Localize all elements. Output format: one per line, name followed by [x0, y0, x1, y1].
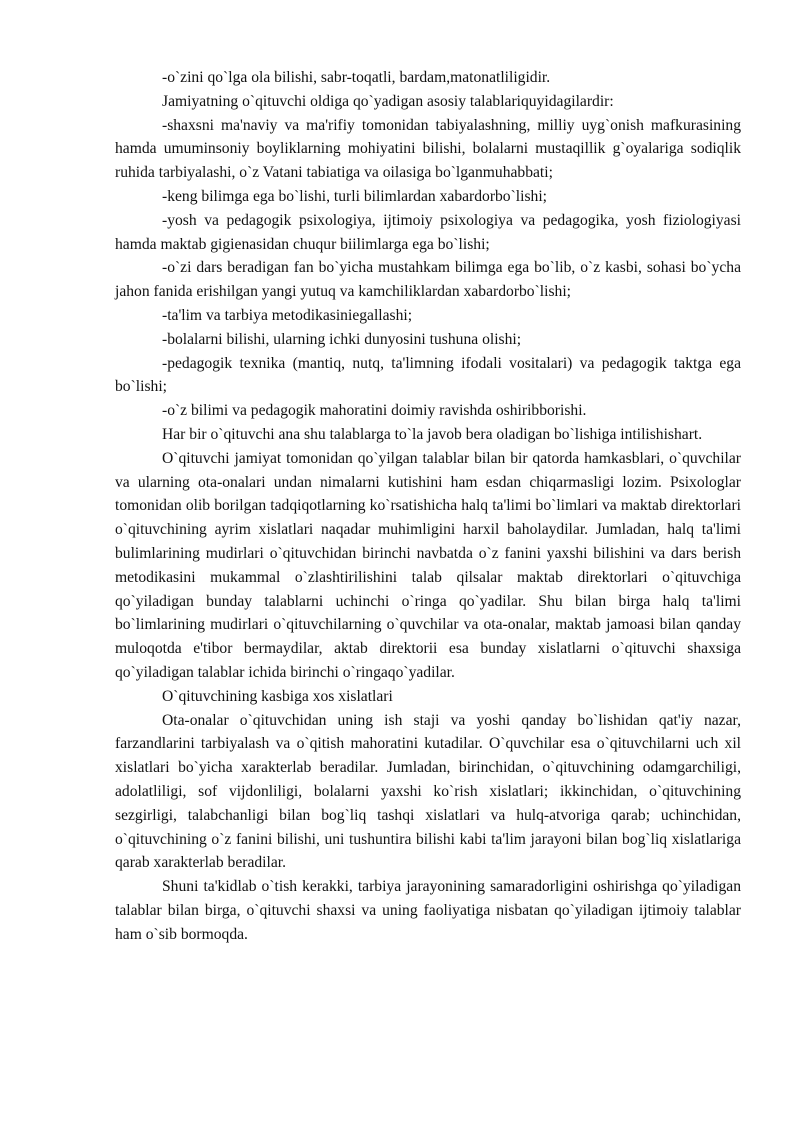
paragraph: -keng bilimga ega bo`lishi, turli bilimlardan xabardorbo`lishi;: [162, 187, 547, 205]
section-heading: O`qituvchining kasbiga xos xislatlari: [162, 687, 393, 705]
paragraph: -o`zi dars beradigan fan bo`yicha mustahkam bilimga ega bo`lib, o`z kasbi, sohasi bo`ycha jahon fanida erishilgan yangi yutuq va kamchiliklardan xabardorbo`lishi;: [115, 259, 741, 301]
paragraph: -shaxsni ma'naviy va ma'rifiy tomonidan tabiyalashning, milliy uyg`onish mafkurasining hamda umuminsoniy boyliklarning mohiyatini bilishi, bolalarni mustaqillik g`oyalariga sodiqlik ruhida tarbiyalashi, o`z Vatani tabiatiga va oilasiga bo`lganmuhabbati;: [115, 116, 741, 182]
paragraph: O`qituvchi jamiyat tomonidan qo`yilgan talablar bilan bir qatorda hamkasblari, o`quvchilar va ularning ota-onalari undan nimalarni kutishini ham esdan chiqarmasligi lozim. Psixologlar tomonidan olib borilgan tadqiqotlarning ko`rsatishicha halq ta'limi bo`limlari va maktab direktorlari o`qituvchining ayrim xislatlari naqadar muhimligini harxil baholaydilar. Jumladan, halq ta'limi bulimlarining mudirlari o`qituvchidan birinchi navbatda o`z fanini yaxshi bilishini va dars berish metodikasini mukammal o`zlashtirilishini talab qilsalar maktab direktorlari o`qituvchiga qo`yiladigan bunday talablarni uchinchi o`ringa qo`yadilar. Shu bilan birga halq ta'limi bo`limlarining mudirlari o`qituvchilarning o`quvchilar va ota-onalar, maktab jamoasi bilan qanday muloqotda e'tibor bermaydilar, aktab direktorii esa bunday xislatlarni o`qituvchi shaxsiga qo`yiladigan talablar ichida birinchi o`ringaqo`yadilar.: [115, 449, 741, 681]
paragraph: -o`zini qo`lga ola bilishi, sabr-toqatli, bardam,matonatliligidir.: [162, 69, 551, 86]
paragraph: -yosh va pedagogik psixologiya, ijtimoiy psixologiya va pedagogika, yosh fiziologiyasi hamda maktab gigienasidan chuqur biilimlarga ega bo`lishi;: [115, 211, 741, 253]
document-page: [115, 66, 741, 946]
paragraph: Shuni ta'kidlab o`tish kerakki, tarbiya jarayonining samaradorligini oshirishga qo`yiladigan talablar bilan birga, o`qituvchi shaxsi va uning faoliyatiga nisbatan qo`yiladigan ijtimoiy talablar ham o`sib bormoqda.: [115, 878, 741, 943]
paragraph: -pedagogik texnika (mantiq, nutq, ta'limning ifodali vositalari) va pedagogik taktga ega bo`lishi;: [115, 354, 741, 396]
paragraph: -ta'lim va tarbiya metodikasiniegallashi;: [162, 306, 413, 324]
paragraph: Har bir o`qituvchi ana shu talablarga to`la javob bera oladigan bo`lishiga intilishishart.: [162, 425, 703, 443]
paragraph: -bolalarni bilishi, ularning ichki dunyosini tushuna olishi;: [162, 330, 522, 348]
paragraph: -o`z bilimi va pedagogik mahoratini doimiy ravishda oshiribborishi.: [162, 402, 587, 420]
paragraph: Jamiyatning o`qituvchi oldiga qo`yadigan asosiy talablariquyidagilardir:: [162, 92, 614, 110]
paragraph: Ota-onalar o`qituvchidan uning ish staji va yoshi qanday bo`lishidan qat'iy nazar, farzandlarini tarbiyalash va o`qitish mahoratini kutadilar. O`quvchilar esa o`qituvchilarni uch xil xislatlari bo`yicha xarakterlab beradilar. Jumladan, birinchidan, o`qituvchining odamgarchiligi, adolatliligi, sof vijdonliligi, bolalarni yaxshi ko`rish xislatlari; ikkinchidan, o`qituvchining sezgirligi, talabchanligi bilan bog`liq tashqi xislatlari va hulq-atvoriga qarab; uchinchidan, o`qituvchining o`z fanini bilishi, uni tushuntira bilishi kabi ta'lim jarayoni bilan bog`liq xislatlariga qarab xarakterlab beradilar.: [115, 711, 741, 872]
